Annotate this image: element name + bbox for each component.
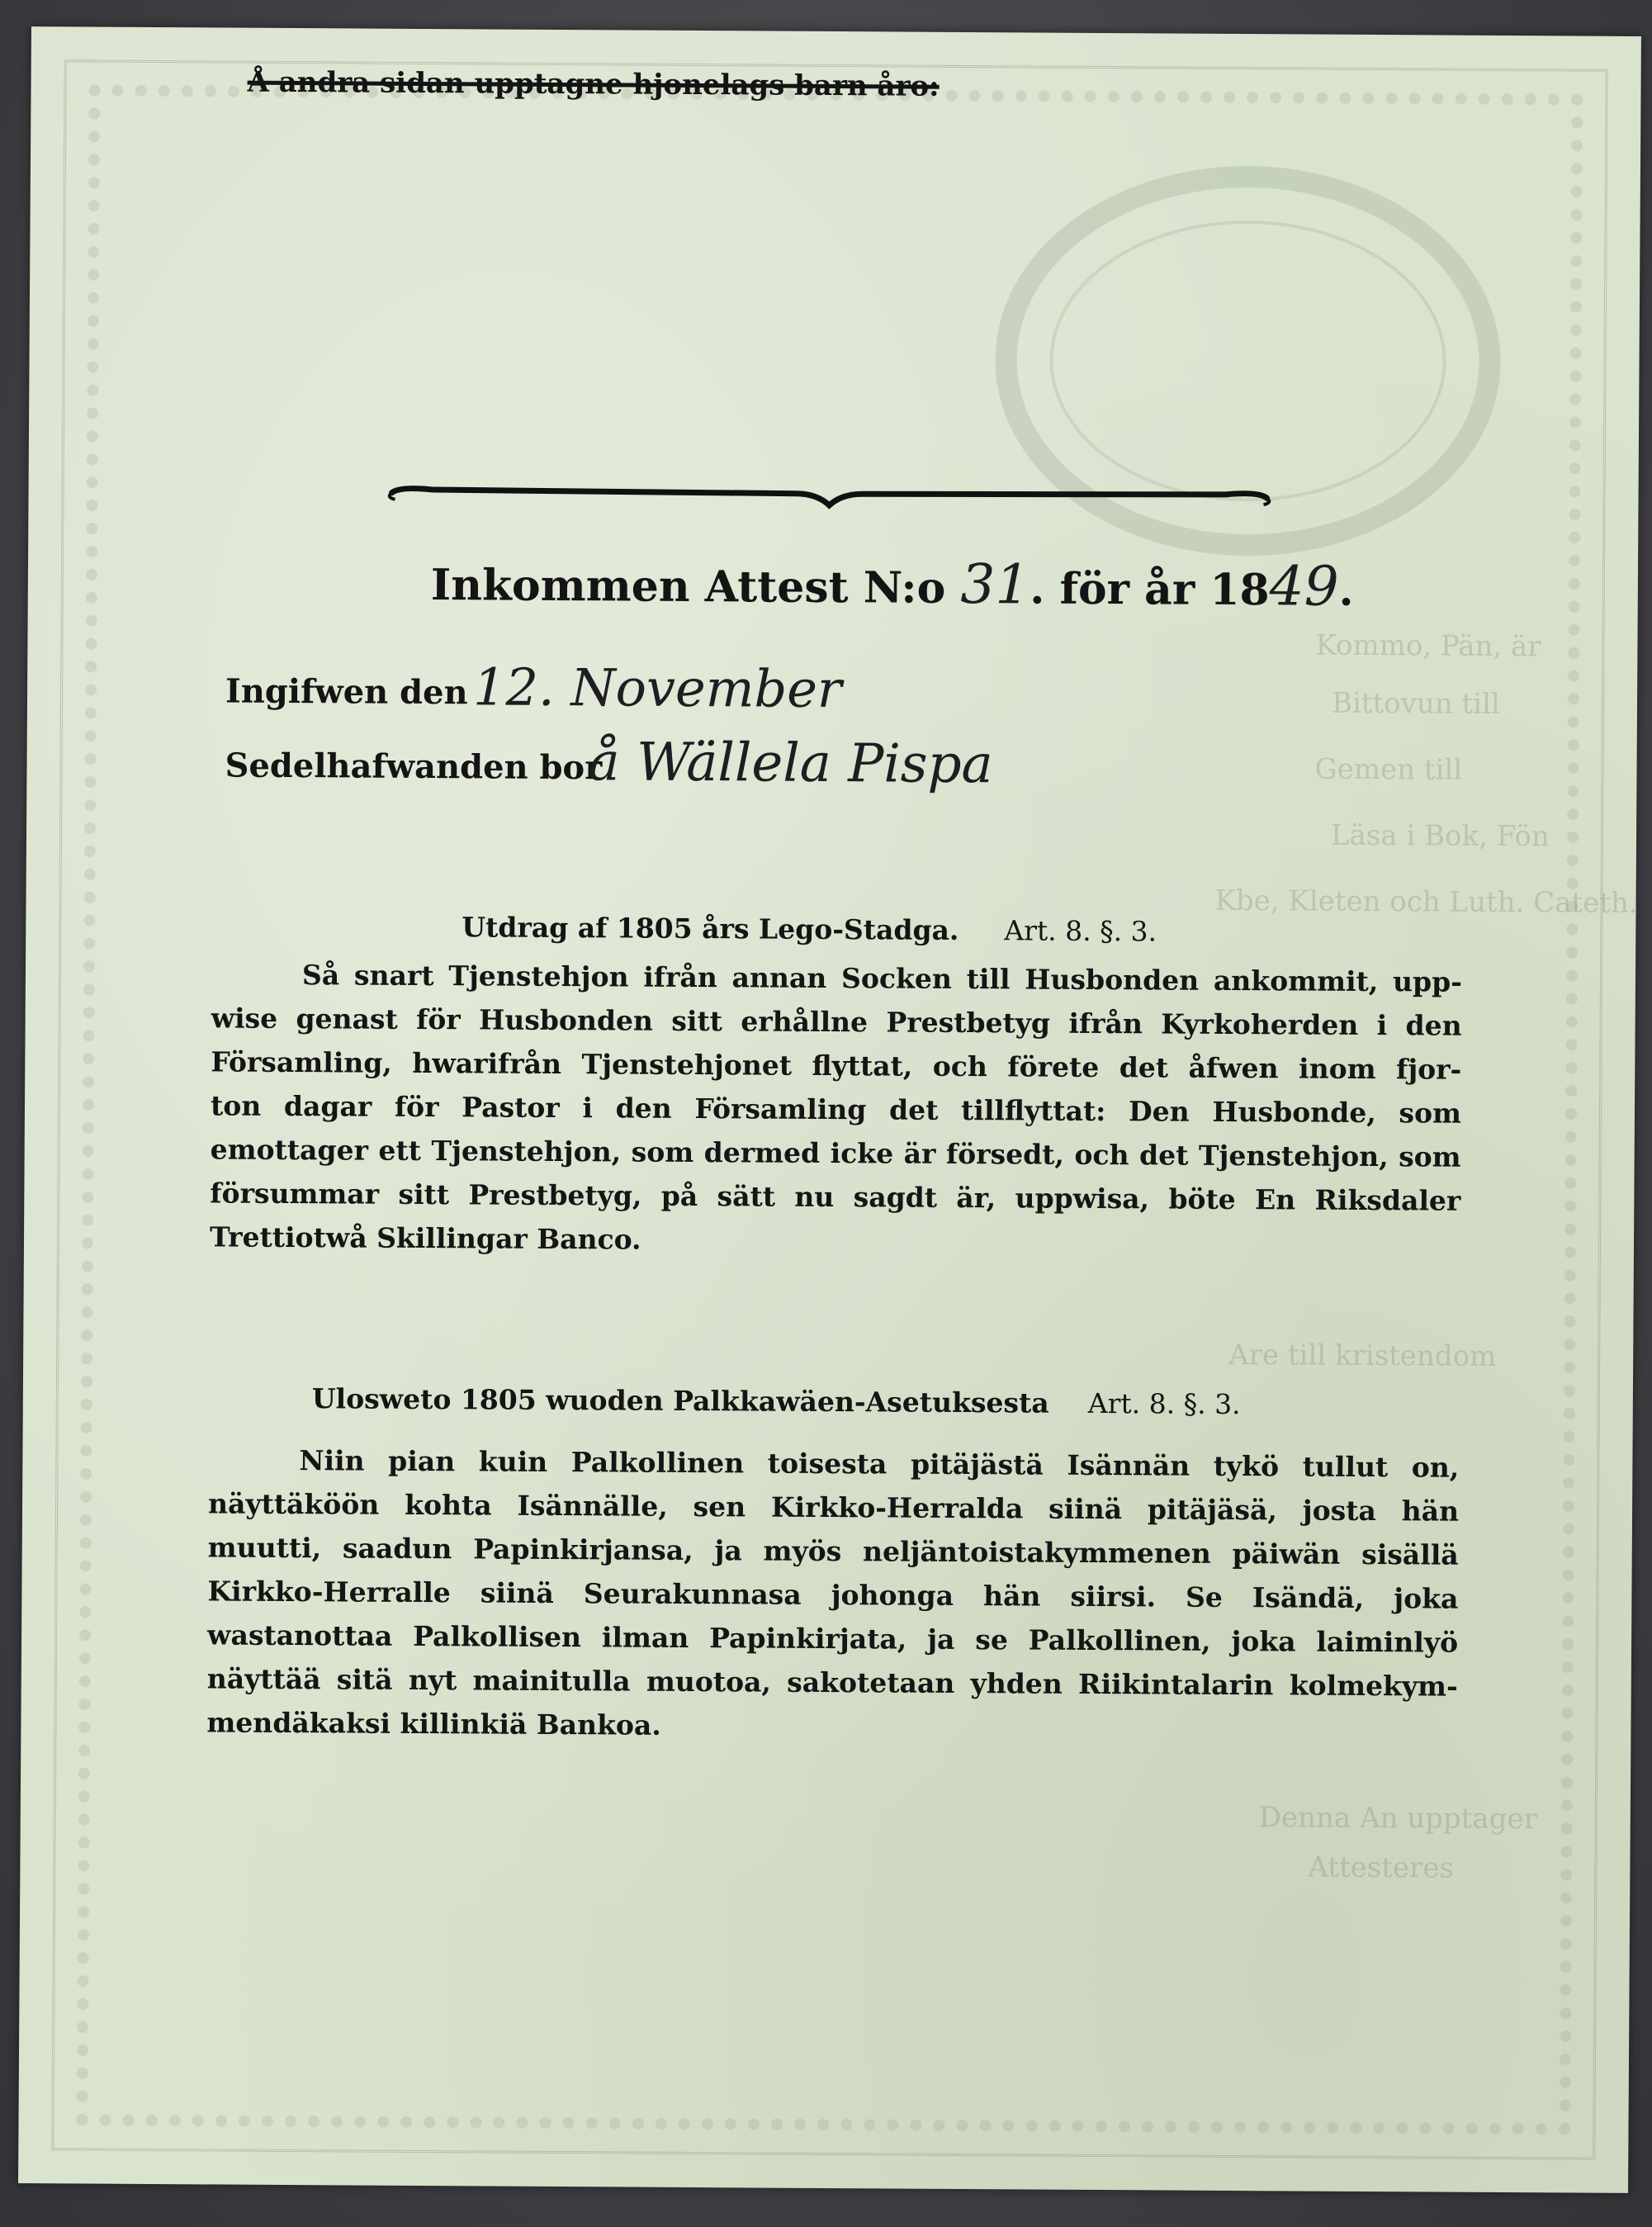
attest-number: 31 <box>960 552 1030 617</box>
text-line: försummar sitt Prestbetyg, på sätt nu sagdt är, uppwisa, böte En Riksdaler <box>210 1177 1461 1217</box>
submitted-label: Ingifwen den <box>225 671 468 713</box>
text-line: emottager ett Tjenstehjon, som dermed icke är försedt, och det Tjenstehjon, som <box>210 1133 1461 1173</box>
show-through-seal-inner <box>1049 220 1447 503</box>
finnish-section-article: Art. 8. §. 3. <box>1087 1386 1241 1421</box>
title-mid: för år 18 <box>1059 563 1270 616</box>
swedish-section-article: Art. 8. §. 3. <box>1004 914 1157 948</box>
text-line: ton dagar för Pastor i den Församling det tillflyttat: Den Husbonde, som <box>210 1089 1462 1130</box>
show-through-text: Kommo, Pän, är <box>1315 628 1541 664</box>
residence-label: Sedelhafwanden bor <box>225 746 603 788</box>
show-through-text: Denna An upptager <box>1258 1801 1537 1836</box>
text-line: näyttäköön kohta Isännälle, sen Kirkko-Herralda siinä pitäjäsä, josta hän <box>207 1487 1460 1528</box>
finnish-section-heading: Ulosweto 1805 wuoden Palkkawäen-Asetuksesta <box>311 1382 1049 1419</box>
title-period: . <box>1338 565 1354 616</box>
text-line: Kirkko-Herralle siinä Seurakunnasa johonga hän siirsi. Se Isändä, joka <box>207 1575 1459 1615</box>
text-line: Församling, hwarifrån Tjenstehjonet flyttat, och förete det åfwen inom fjor- <box>211 1045 1462 1086</box>
text-line: mendäkaksi killinkiä Bankoa. <box>206 1706 661 1741</box>
show-through-text: Bittovun till <box>1331 686 1500 721</box>
text-line: Så snart Tjenstehjon ifrån annan Socken till Husbonden ankommit, upp- <box>301 959 1463 998</box>
title-comma: . <box>1030 563 1045 614</box>
text-line: wise genast för Husbonden sitt erhållne Prestbetyg ifrån Kyrkoherden i den <box>211 1002 1462 1042</box>
text-line: näyttää sitä nyt mainitulla muotoa, sakotetaan yhden Riikintalarin kolmekym- <box>206 1662 1458 1703</box>
text-line: Trettiotwå Skillingar Banco. <box>209 1220 641 1256</box>
text-line: Niin pian kuin Palkollinen toisesta pitäjästä Isännän tykö tullut on, <box>299 1444 1460 1484</box>
finnish-section-text <box>206 1438 1459 1751</box>
swedish-section-text <box>210 952 1462 1266</box>
attest-title <box>431 549 1354 618</box>
residence-value: å Wällela Pispa <box>588 732 993 796</box>
show-through-text: Are till kristendom <box>1228 1338 1497 1373</box>
submitted-value: 12. November <box>472 656 842 720</box>
title-prefix: Inkommen Attest N:o <box>430 560 946 614</box>
swedish-section-heading: Utdrag af 1805 års Lego-Stadga. <box>462 911 959 946</box>
show-through-text: Läsa i Bok, Fön <box>1330 818 1550 854</box>
decorative-rule <box>383 475 1275 514</box>
text-line: muutti, saadun Papinkirjansa, ja myös neljäntoistakymmenen päiwän sisällä <box>207 1531 1459 1571</box>
document-sheet <box>18 26 1641 2193</box>
show-through-text: Kbe, Kleten och Luth. Cateth. <box>1214 884 1638 920</box>
struck-heading: Å andra sidan upptagne hjonelags barn åro: <box>247 65 940 103</box>
show-through-text: Gemen till <box>1314 752 1463 787</box>
text-line: wastanottaa Palkollisen ilman Papinkirjata, ja se Palkollinen, joka laiminlyö <box>206 1618 1459 1659</box>
show-through-text: Attesteres <box>1308 1850 1454 1885</box>
attest-year-suffix: 49 <box>1269 554 1339 618</box>
